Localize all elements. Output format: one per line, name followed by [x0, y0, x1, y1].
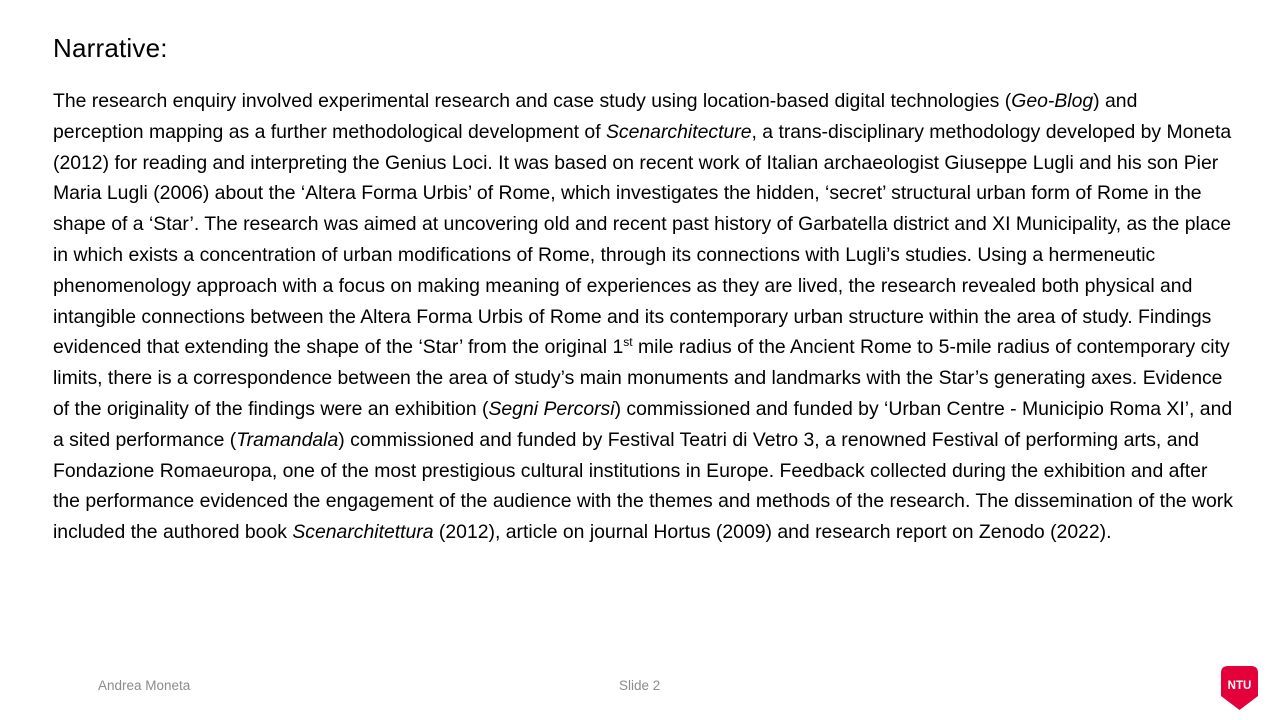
paragraph-text: ) commissioned and funded by ‘Urban Centre - Municipio Roma XI’, and a sited performance ( [53, 397, 1233, 451]
paragraph-text: ) and perception mapping as a further methodological development of [53, 90, 1138, 143]
logo-text: NTU [1227, 680, 1252, 692]
paragraph-text: ) commissioned and funded by Festival Teatri di Vetro 3, a renowned Festival of performing arts, and Fondazione Romaeuropa, one of the most prestigious cultural institutions in Europe. Feedback collected during the exhibition and after the performance evidenced the engagement of the audience with the themes and methods of the research. The dissemination of the work included the authored book [53, 428, 1233, 544]
italic-term: Geo-Blog [1011, 90, 1094, 112]
italic-term: Scenarchitecture [605, 120, 752, 143]
narrative-paragraph [53, 86, 1233, 548]
slide-heading: Narrative: [53, 33, 168, 63]
paragraph-text: The research enquiry involved experimental research and case study using location-based digital technologies ( [53, 90, 1012, 112]
ntu-logo [1221, 666, 1258, 710]
paragraph-text: mile radius of the Ancient Rome to 5-mile radius of contemporary city limits, there is a correspondence between the area of study’s main monuments and landmarks with the Star’s generating axes. Evidence of the originality of the findings were an exhibition ( [53, 336, 1230, 420]
superscript: st [623, 335, 633, 350]
italic-term: Tramandala [236, 428, 339, 451]
footer-author: Andrea Moneta [98, 678, 191, 693]
footer-slide-number: Slide 2 [619, 678, 661, 693]
italic-term: Scenarchitettura [292, 521, 434, 544]
italic-term: Segni Percorsi [488, 397, 615, 420]
paragraph-text: (2012), article on journal Hortus (2009) and research report on Zenodo (2022). [433, 521, 1112, 544]
paragraph-text: , a trans-disciplinary methodology developed by Moneta (2012) for reading and interpreting the Genius Loci. It was based on recent work of Italian archaeologist Giuseppe Lugli and his son Pier Maria Lugli (2006) about the ‘Altera Forma Urbis’ of Rome, which investigates the hidden, ‘secret’ structural urban form of Rome in the shape of a ‘Star’. The research was aimed at uncovering old and recent past history of Garbatella district and XI Municipality, as the place in which exists a concentration of urban modifications of Rome, through its connections with Lugli’s studies. Using a hermeneutic phenomenology approach with a focus on making meaning of experiences as they are lived, the research revealed both physical and intangible connections between the Altera Forma Urbis of Rome and its contemporary urban structure within the area of study. Findings evidenced that extending the shape of the ‘Star’ from the original 1 [53, 120, 1232, 359]
